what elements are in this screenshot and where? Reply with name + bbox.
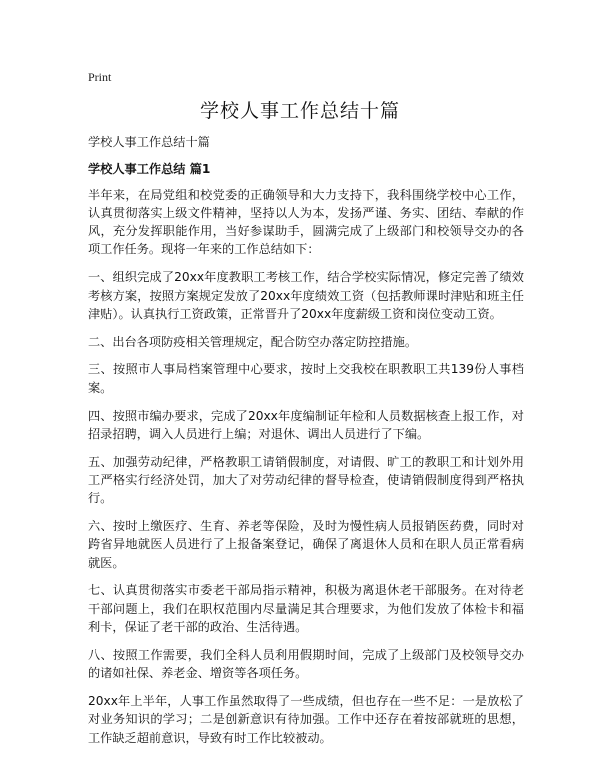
paragraph-item-5: 五、加强劳动纪律，严格教职工请销假制度，对请假、旷工的教职工和计划外用工严格实行经济处罚，加大了对劳动纪律的督导检查，使请销假制度得到严格执行。 — [88, 454, 524, 506]
paragraph-summary: 20xx年上半年，人事工作虽然取得了一些成绩，但也存在一些不足：一是放松了对业务知识的学习；二是创新意识有待加强。工作中还存在着按部就班的思想，工作缺乏超前意识，导致有时工作比较被动。 — [88, 693, 524, 745]
paragraph-item-2: 二、出台各项防疫相关管理规定，配合防空办落定防控措施。 — [88, 334, 418, 349]
paragraph-item-1: 一、组织完成了20xx年度教职工考核工作，结合学校实际情况，修定完善了绩效考核方案，按照方案规定发放了20xx年度绩效工资（包括教师课时津贴和班主任津贴）。认真执行工资政策，正常晋升了20xx年度薪级工资和岗位变动工资。 — [88, 270, 524, 321]
paragraph-item-6: 六、按时上缴医疗、生育、养老等保险，及时为慢性病人员报销医药费，同时对跨省异地就医人员进行了上报备案登记，确保了离退休人员和在职人员正常看病就医。 — [88, 519, 524, 570]
section-heading: 学校人事工作总结 篇1 — [88, 162, 211, 177]
document-body — [88, 133, 524, 747]
print-link[interactable]: Print — [88, 70, 112, 84]
paragraph-item-7: 七、认真贯彻落实市委老干部局指示精神，积极为离退休老干部服务。在对待老干部问题上，我们在职权范围内尽量满足其合理要求，为他们发放了体检卡和福利卡，保证了老干部的政治、生活待遇。 — [88, 583, 524, 635]
paragraph-item-4: 四、按照市编办要求，完成了20xx年度编制证年检和人员数据核查上报工作，对招录招聘，调入人员进行上编；对退休、调出人员进行了下编。 — [88, 408, 524, 441]
paragraph-item-8: 八、按照工作需要，我们全科人员利用假期时间，完成了上级部门及校领导交办的诸如社保、养老金、增资等各项任务。 — [88, 647, 524, 681]
paragraph-intro: 半年来，在局党组和校党委的正确领导和大力支持下，我科围绕学校中心工作，认真贯彻落实上级文件精神，坚持以人为本，发扬严谨、务实、团结、奉献的作风，充分发挥职能作用，当好参谋助手，圆满完成了上级部门和校领导交办的各项工作任务。现将一年来的工作总结如下： — [88, 187, 524, 257]
document-subtitle: 学校人事工作总结十篇 — [88, 135, 210, 149]
document-title: 学校人事工作总结十篇 — [199, 100, 400, 122]
paragraph-item-3: 三、按照市人事局档案管理中心要求，按时上交我校在职教职工共139份人事档案。 — [88, 362, 524, 395]
